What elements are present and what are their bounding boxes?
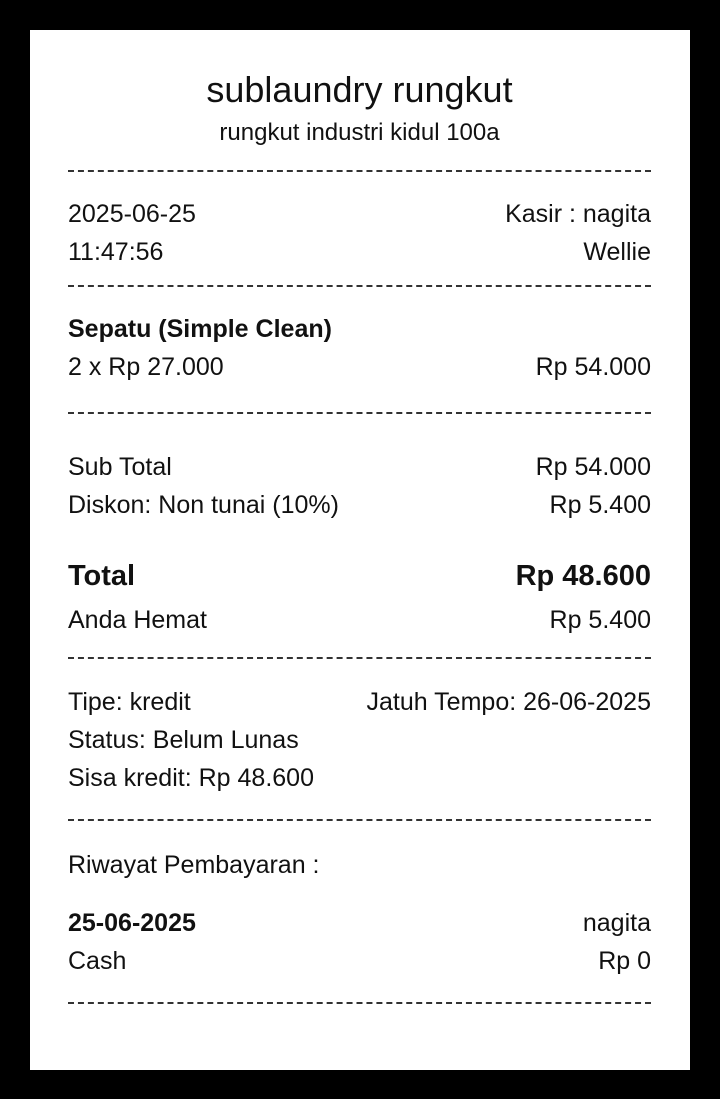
divider	[68, 819, 651, 821]
subtotal-value: Rp 54.000	[535, 453, 651, 481]
store-address: rungkut industri kidul 100a	[219, 119, 500, 146]
saving-row	[68, 601, 651, 639]
discount-label: Diskon: Non tunai (10%)	[68, 491, 339, 519]
payment-method: Cash	[68, 947, 127, 975]
total-value: Rp 48.600	[515, 560, 651, 592]
payment-amount: Rp 0	[598, 947, 651, 975]
receipt-bottom-edge	[30, 1056, 690, 1070]
item-price-row	[68, 348, 651, 386]
item-list	[68, 310, 651, 386]
transaction-meta	[68, 195, 651, 271]
meta-row-1	[68, 195, 651, 233]
payment-entry-header	[68, 904, 651, 942]
subtotal-label: Sub Total	[68, 453, 172, 481]
payment-entry-detail	[68, 942, 651, 980]
receipt-content	[68, 60, 651, 1004]
divider	[68, 1002, 651, 1004]
transaction-time: 11:47:56	[68, 238, 164, 266]
item-name: Sepatu (Simple Clean)	[68, 315, 332, 343]
credit-status: Status: Belum Lunas	[68, 726, 299, 754]
summary	[68, 448, 651, 639]
item-amount: Rp 54.000	[535, 353, 651, 381]
payment-history-title: Riwayat Pembayaran :	[68, 851, 320, 879]
credit-type-row	[68, 683, 651, 721]
meta-row-2	[68, 233, 651, 271]
divider	[68, 170, 651, 172]
store-header	[68, 64, 651, 150]
credit-type: Tipe: kredit	[68, 688, 191, 716]
divider	[68, 285, 651, 287]
customer-name: Wellie	[583, 238, 651, 266]
saving-value: Rp 5.400	[549, 606, 651, 634]
due-date: Jatuh Tempo: 26-06-2025	[366, 688, 651, 716]
store-name: sublaundry rungkut	[206, 69, 513, 110]
subtotal-row	[68, 448, 651, 486]
transaction-date: 2025-06-25	[68, 200, 196, 228]
item-qty-price: 2 x Rp 27.000	[68, 353, 224, 381]
credit-info	[68, 683, 651, 797]
total-row	[68, 556, 651, 596]
divider	[68, 657, 651, 659]
total-label: Total	[68, 560, 136, 592]
payment-history-title-row	[68, 846, 651, 884]
discount-row	[68, 486, 651, 524]
item-name-row	[68, 310, 651, 348]
payment-history	[68, 846, 651, 980]
cashier-name: Kasir : nagita	[505, 200, 651, 228]
credit-status-row	[68, 721, 651, 759]
payment-user: nagita	[582, 909, 651, 937]
credit-remaining: Sisa kredit: Rp 48.600	[68, 764, 314, 792]
credit-remaining-row	[68, 759, 651, 797]
receipt-top-edge	[30, 26, 690, 40]
divider	[68, 412, 651, 414]
discount-value: Rp 5.400	[549, 491, 651, 519]
payment-date: 25-06-2025	[68, 909, 196, 937]
saving-label: Anda Hemat	[68, 606, 207, 634]
